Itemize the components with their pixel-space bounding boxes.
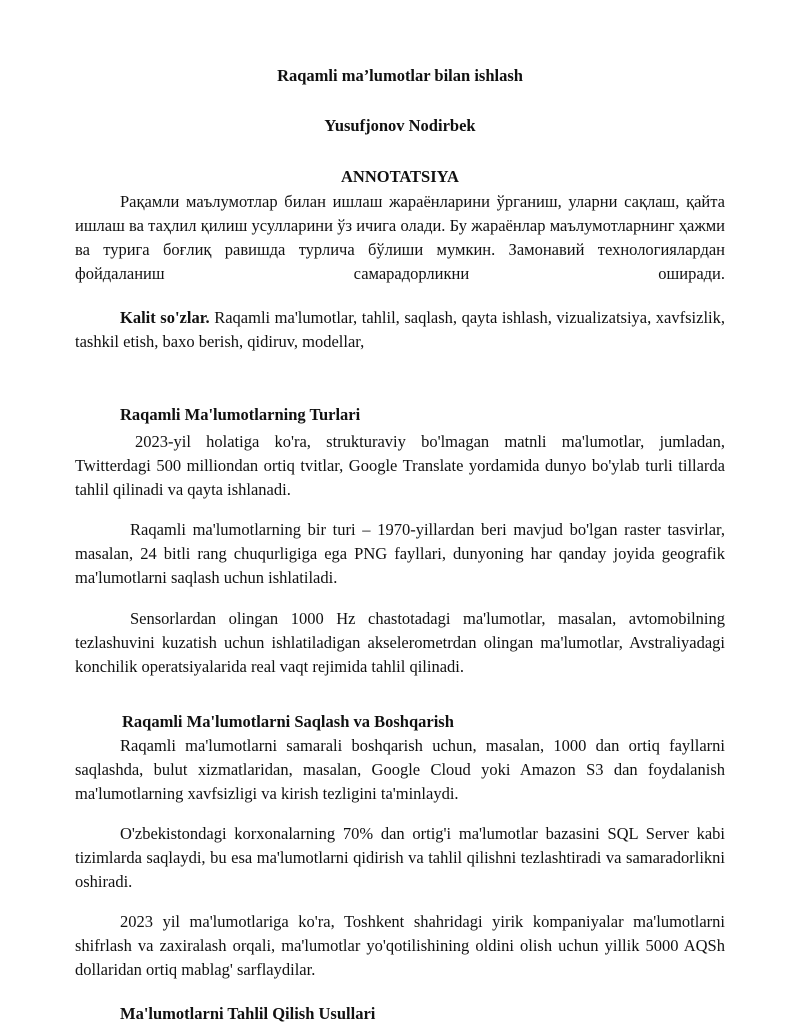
section-heading: Ma'lumotlarni Tahlil Qilish Usullari — [120, 1004, 376, 1023]
annotation-paragraph — [75, 190, 725, 286]
keywords-text: Raqamli ma'lumotlar, tahlil, saqlash, qayta ishlash, vizualizatsiya, xavfsizlik, tashkil etish, baxo berish, qidiruv, modellar, — [75, 308, 725, 351]
keywords-label: Kalit so'zlar. — [120, 308, 210, 327]
paragraph — [75, 607, 725, 679]
paragraph-text: O'zbekistondagi korxonalarning 70% dan ortig'i ma'lumotlar bazasini SQL Server kabi tizimlarda saqlaydi, bu esa ma'lumotlarni qidirish va tahlil qilishni tezlashtiradi va samaradorlikni oshiradi. — [75, 824, 725, 891]
keywords-paragraph — [75, 306, 725, 354]
paragraph — [75, 822, 725, 894]
annotation-heading: ANNOTATSIYA — [341, 167, 459, 186]
section-heading: Raqamli Ma'lumotlarni Saqlash va Boshqarish — [122, 712, 454, 731]
paragraph — [75, 734, 725, 806]
paragraph — [75, 430, 725, 502]
section-heading: Raqamli Ma'lumotlarning Turlari — [120, 405, 361, 424]
paragraph-text: Raqamli ma'lumotlarni samarali boshqarish uchun, masalan, 1000 dan ortiq fayllarni saqlashda, bulut xizmatlaridan, masalan, Google Cloud yoki Amazon S3 dan foydalanish ma'lumotlarning xavfsizligi va kirish tezligini ta'minlaydi. — [75, 736, 725, 803]
paragraph — [75, 518, 725, 590]
paragraph-text: Raqamli ma'lumotlarning bir turi – 1970-yillardan beri mavjud bo'lgan raster tasvirlar, masalan, 24 bitli rang chuqurligiga ega PNG fayllari, dunyoning har qanday joyida geografik ma'lumotlarni saqlash uchun ishlatiladi. — [75, 520, 725, 587]
document-title: Raqamli ma’lumotlar bilan ishlash — [277, 66, 523, 85]
paragraph-text: Sensorlardan olingan 1000 Hz chastotadagi ma'lumotlar, masalan, avtomobilning tezlashuvini kuzatish uchun ishlatiladigan akselerometrdan olingan ma'lumotlar, Avstraliyadagi konchilik operatsiyalarida real vaqt rejimida tahlil qilinadi. — [75, 609, 725, 676]
paragraph — [75, 910, 725, 982]
paragraph-text: 2023-yil holatiga ko'ra, strukturaviy bo'lmagan matnli ma'lumotlar, jumladan, Twitterdagi 500 milliondan ortiq tvitlar, Google Translate yordamida dunyo bo'ylab turli tillarda tahlil qilinadi va qayta ishlanadi. — [75, 432, 725, 499]
paragraph-text: 2023 yil ma'lumotlariga ko'ra, Toshkent shahridagi yirik kompaniyalar ma'lumotlarni shifrlash va zaxiralash orqali, ma'lumotlar yo'qotilishining oldini olish uchun yillik 5000 AQSh dollaridan ortiq mablag' sarflaydilar. — [75, 912, 725, 979]
author-name: Yusufjonov Nodirbek — [324, 116, 476, 135]
annotation-text: Рақамли маълумотлар билан ишлаш жараёнларини ўрганиш, уларни сақлаш, қайта ишлаш ва таҳлил қилиш усулларини ўз ичига олади. Бу жараёнлар маълумотларнинг ҳажми ва турига боғлиқ равишда турлича бўлиши мумкин. Замонавий технологиялардан фойдаланиш самарадорликни оширади. — [75, 192, 725, 283]
